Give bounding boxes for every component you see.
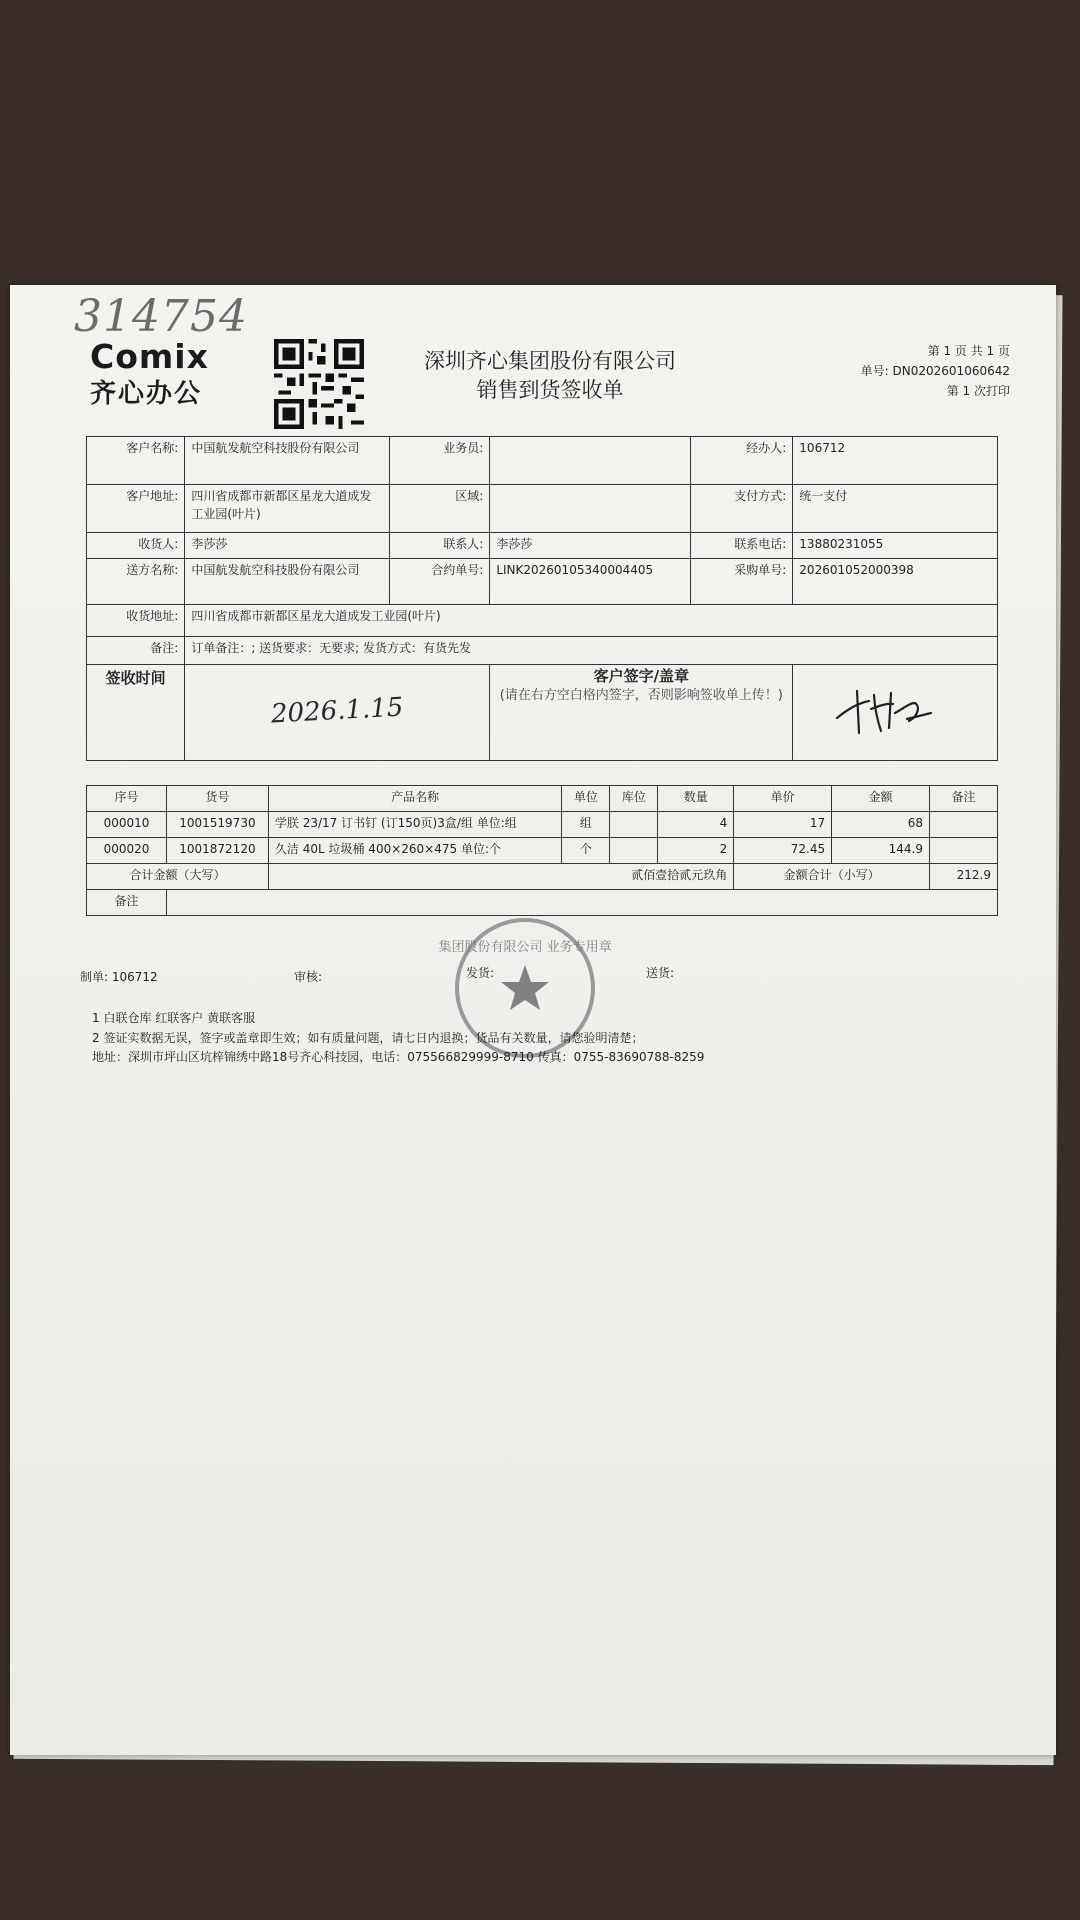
order-number: 单号: DN0202601060642 bbox=[860, 364, 1010, 378]
col-header-price: 单价 bbox=[734, 786, 832, 812]
stamp-text: 集团股份有限公司 业务专用章 bbox=[438, 940, 612, 955]
customer-addr: 四川省成都市新都区星龙大道成发工业园(叶片) bbox=[185, 485, 390, 533]
note-row bbox=[87, 890, 998, 916]
row-product: 学朕 23/17 订书钉 (订150页)3盒/组 单位:组 bbox=[268, 812, 562, 838]
col-header-product: 产品名称 bbox=[268, 786, 562, 812]
total-upper: 贰佰壹拾贰元玖角 bbox=[268, 864, 733, 890]
payment: 统一支付 bbox=[793, 485, 998, 533]
row-note bbox=[929, 838, 997, 864]
contact: 李莎莎 bbox=[490, 533, 691, 559]
row-location bbox=[610, 812, 658, 838]
sign-time-label: 签收时间 bbox=[87, 665, 185, 761]
customer-addr-label: 客户地址: bbox=[87, 485, 185, 533]
total-lower: 212.9 bbox=[929, 864, 997, 890]
col-header-unit: 单位 bbox=[562, 786, 610, 812]
handwritten-number: 314754 bbox=[74, 291, 248, 342]
row-sku: 1001519730 bbox=[166, 812, 268, 838]
col-header-qty: 数量 bbox=[658, 786, 734, 812]
copies-info: 1 白联仓库 红联客户 黄联客服 bbox=[92, 1011, 256, 1025]
row-note bbox=[929, 812, 997, 838]
customer-name: 中国航发航空科技股份有限公司 bbox=[185, 437, 390, 485]
receiver: 李莎莎 bbox=[185, 533, 390, 559]
receiver-label: 收货人: bbox=[87, 533, 185, 559]
contact-label: 联系人: bbox=[389, 533, 489, 559]
phone: 13880231055 bbox=[793, 533, 998, 559]
terms-info: 2 签证实数据无误，签字或盖章即生效；如有质量问题，请七日内退换；货品有关数量，请您验明清楚； bbox=[92, 1031, 644, 1045]
customer-sign-instructions: 客户签字/盖章 (请在右方空白格内签字，否则影响签收单上传！) bbox=[490, 665, 793, 761]
handwritten-signature-icon bbox=[829, 673, 939, 743]
qr-code-icon bbox=[274, 339, 364, 429]
customer-info-table bbox=[86, 436, 998, 761]
maker: 制单: 106712 bbox=[80, 970, 158, 984]
delivery-receipt-document bbox=[10, 285, 1056, 1755]
salesperson bbox=[490, 437, 691, 485]
delivery-addr-label: 收货地址: bbox=[87, 605, 185, 637]
row-unit: 组 bbox=[562, 812, 610, 838]
deliver-label: 送货: bbox=[646, 966, 675, 980]
purchase-label: 采购单号: bbox=[690, 559, 792, 605]
row-amount: 144.9 bbox=[832, 838, 930, 864]
col-header-seq: 序号 bbox=[87, 786, 167, 812]
note-label: 备注 bbox=[87, 890, 167, 916]
region-label: 区域: bbox=[389, 485, 489, 533]
table-row bbox=[87, 812, 998, 838]
print-count: 第 1 次打印 bbox=[946, 384, 1010, 398]
remark: 订单备注：; 送货要求：无要求; 发货方式：有货先发 bbox=[185, 637, 998, 665]
handler: 106712 bbox=[793, 437, 998, 485]
ship-label: 发货: bbox=[466, 966, 495, 980]
row-location bbox=[610, 838, 658, 864]
comix-logo-cn: 齐心办公 bbox=[90, 379, 203, 409]
total-row bbox=[87, 864, 998, 890]
comix-logo: Comix bbox=[90, 337, 209, 376]
row-price: 72.45 bbox=[734, 838, 832, 864]
handler-label: 经办人: bbox=[690, 437, 792, 485]
page-number: 第 1 页 共 1 页 bbox=[927, 344, 1010, 358]
row-seq: 000020 bbox=[87, 838, 167, 864]
purchase-number: 202601052000398 bbox=[793, 559, 998, 605]
row-product: 久洁 40L 垃圾桶 400×260×475 单位:个 bbox=[268, 838, 562, 864]
row-unit: 个 bbox=[562, 838, 610, 864]
items-table bbox=[86, 785, 998, 916]
region bbox=[490, 485, 691, 533]
col-header-amount: 金额 bbox=[832, 786, 930, 812]
row-qty: 4 bbox=[658, 812, 734, 838]
ship-to: 中国航发航空科技股份有限公司 bbox=[185, 559, 390, 605]
signature-cell bbox=[793, 665, 998, 761]
contract-label: 合约单号: bbox=[389, 559, 489, 605]
row-sku: 1001872120 bbox=[166, 838, 268, 864]
total-upper-label: 合计金额（大写） bbox=[87, 864, 269, 890]
col-header-sku: 货号 bbox=[166, 786, 268, 812]
handwritten-sign-date: 2026.1.15 bbox=[270, 692, 405, 729]
table-row bbox=[87, 838, 998, 864]
page-info bbox=[810, 341, 1010, 401]
row-qty: 2 bbox=[658, 838, 734, 864]
contract-number: LINK20260105340004405 bbox=[490, 559, 691, 605]
document-title: 销售到货签收单 bbox=[476, 378, 624, 402]
row-seq: 000010 bbox=[87, 812, 167, 838]
row-price: 17 bbox=[734, 812, 832, 838]
col-header-location: 库位 bbox=[610, 786, 658, 812]
customer-name-label: 客户名称: bbox=[87, 437, 185, 485]
items-header-row bbox=[87, 786, 998, 812]
remark-label: 备注: bbox=[87, 637, 185, 665]
address-info: 地址：深圳市坪山区坑梓锦绣中路18号齐心科技园，电话：075566829999-8710 传真：0755-83690788-8259 bbox=[92, 1050, 705, 1064]
delivery-addr: 四川省成都市新都区星龙大道成发工业园(叶片) bbox=[185, 605, 998, 637]
ship-to-label: 送方名称: bbox=[87, 559, 185, 605]
note-value bbox=[166, 890, 997, 916]
payment-label: 支付方式: bbox=[690, 485, 792, 533]
review-label: 审核: bbox=[294, 970, 323, 984]
total-lower-label: 金额合计（小写） bbox=[734, 864, 930, 890]
phone-label: 联系电话: bbox=[690, 533, 792, 559]
company-name: 深圳齐心集团股份有限公司 bbox=[424, 349, 676, 373]
col-header-note: 备注 bbox=[929, 786, 997, 812]
sign-date-cell bbox=[185, 665, 490, 761]
salesperson-label: 业务员: bbox=[389, 437, 489, 485]
row-amount: 68 bbox=[832, 812, 930, 838]
